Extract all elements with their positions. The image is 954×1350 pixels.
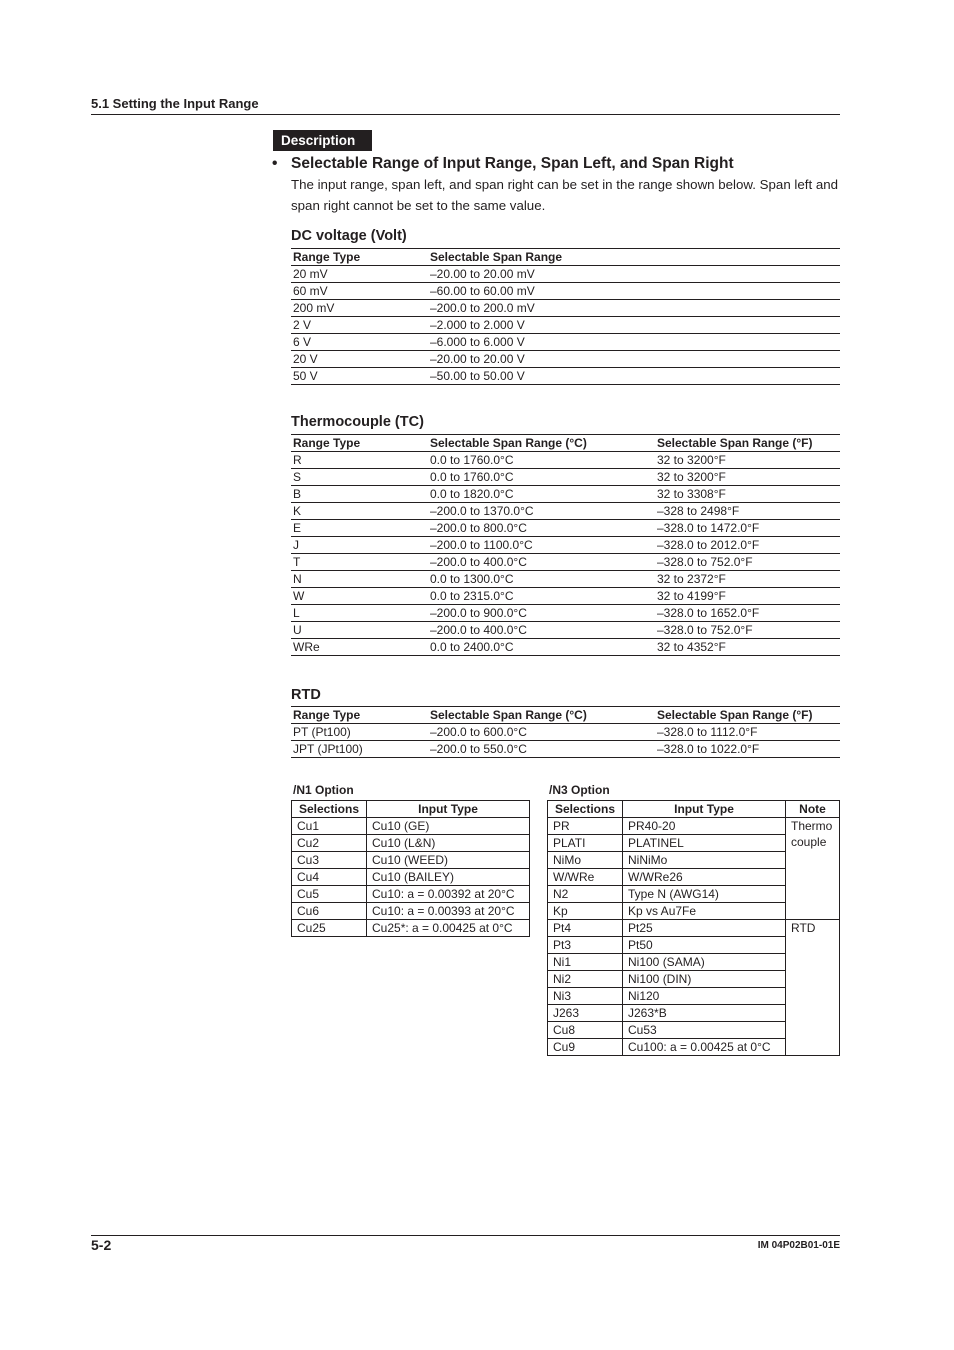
table-cell: –200.0 to 800.0°C [428,520,655,537]
table-cell: Cu8 [548,1022,623,1039]
rtd-heading: RTD [291,687,321,703]
table-cell: J [291,537,428,554]
table-cell: 200 mV [291,300,428,317]
column-header: Selectable Span Range (°C) [428,707,655,724]
table-row [291,741,840,758]
table-cell: Cu1 [292,818,367,835]
intro-paragraph: The input range, span left, and span right can be set in the range shown below. Span left and span right cannot be set to the same value. [291,177,839,213]
table-cell: T [291,554,428,571]
table-row [291,486,840,503]
table-cell: 6 V [291,334,428,351]
table-cell: Cu6 [292,903,367,920]
table-cell: Ni1 [548,954,623,971]
table-cell: –50.00 to 50.00 V [428,368,840,385]
table-cell: –200.0 to 400.0°C [428,622,655,639]
table-cell: Ni100 (DIN) [623,971,786,988]
table-row [292,818,530,835]
table-cell: R [291,452,428,469]
table-cell: Cu10 (WEED) [367,852,530,869]
table-cell: Type N (AWG14) [623,886,786,903]
section-heading: Selectable Range of Input Range, Span Left, and Span Right [291,155,734,172]
table-cell: PT (Pt100) [291,724,428,741]
table-cell: PLATINEL [623,835,786,852]
table-cell: Cu100: a = 0.00425 at 0°C [623,1039,786,1056]
table-cell: 0.0 to 2315.0°C [428,588,655,605]
n1-option-label: /N1 Option [293,783,354,797]
table-row [291,317,840,334]
table-cell: W/WRe [548,869,623,886]
table-cell: –20.00 to 20.00 mV [428,266,840,283]
table-cell: 0.0 to 1760.0°C [428,469,655,486]
table-row [291,334,840,351]
table-cell: Cu10 (GE) [367,818,530,835]
table-cell: J263 [548,1005,623,1022]
table-row [291,571,840,588]
table-cell: W [291,588,428,605]
table-cell: Ni100 (SAMA) [623,954,786,971]
table-cell: Cu25*: a = 0.00425 at 0°C [367,920,530,937]
table-row [292,886,530,903]
table-cell: Cu53 [623,1022,786,1039]
table-row [292,835,530,852]
table-cell: NiMo [548,852,623,869]
table-row [292,903,530,920]
column-header: Selectable Span Range (°F) [655,707,840,724]
running-header: 5.1 Setting the Input Range [91,96,259,111]
table-row [291,283,840,300]
table-cell: –200.0 to 1100.0°C [428,537,655,554]
table-cell: JPT (JPt100) [291,741,428,758]
table-cell: PLATI [548,835,623,852]
table-row [292,852,530,869]
thermocouple-heading: Thermocouple (TC) [291,414,424,430]
table-cell: –200.0 to 1370.0°C [428,503,655,520]
bullet-mark: • [272,155,278,172]
column-header: Input Type [623,801,786,818]
column-header: Range Type [291,249,428,266]
table-cell: –60.00 to 60.00 mV [428,283,840,300]
table-cell: –328.0 to 1652.0°F [655,605,840,622]
table-cell: Ni2 [548,971,623,988]
table-cell: Cu2 [292,835,367,852]
table-cell: E [291,520,428,537]
table-row [291,351,840,368]
table-row [291,503,840,520]
table-cell: 32 to 4352°F [655,639,840,656]
table-row [291,554,840,571]
table-row [291,469,840,486]
table-row [548,818,840,835]
table-row [291,724,840,741]
rtd-table [291,706,840,758]
table-cell: Pt25 [623,920,786,937]
table-cell: 60 mV [291,283,428,300]
dc-voltage-heading: DC voltage (Volt) [291,228,407,244]
table-cell: 50 V [291,368,428,385]
table-cell: 20 V [291,351,428,368]
table-cell: Ni120 [623,988,786,1005]
table-cell: 32 to 2372°F [655,571,840,588]
note-cell: RTD [786,920,840,1056]
table-cell: –20.00 to 20.00 V [428,351,840,368]
table-row [291,452,840,469]
table-cell: S [291,469,428,486]
table-row [291,537,840,554]
table-cell: –328 to 2498°F [655,503,840,520]
column-header: Range Type [291,707,428,724]
table-cell: K [291,503,428,520]
table-cell: Cu3 [292,852,367,869]
table-cell: Cu10 (BAILEY) [367,869,530,886]
table-cell: Cu10: a = 0.00392 at 20°C [367,886,530,903]
n3-option-label: /N3 Option [549,783,610,797]
table-cell: –328.0 to 752.0°F [655,622,840,639]
table-cell: –2.000 to 2.000 V [428,317,840,334]
note-cell: Thermo couple [786,818,840,920]
table-cell: 32 to 3200°F [655,452,840,469]
table-cell: N2 [548,886,623,903]
header-divider [91,114,840,115]
column-header: Range Type [291,435,428,452]
table-cell: PR40-20 [623,818,786,835]
table-cell: Pt4 [548,920,623,937]
table-cell: Pt50 [623,937,786,954]
table-row [291,300,840,317]
table-row [291,588,840,605]
table-cell: –200.0 to 400.0°C [428,554,655,571]
dc-voltage-table [291,248,840,385]
table-cell: 32 to 4199°F [655,588,840,605]
table-cell: –6.000 to 6.000 V [428,334,840,351]
table-cell: 0.0 to 2400.0°C [428,639,655,656]
table-cell: –200.0 to 600.0°C [428,724,655,741]
table-cell: L [291,605,428,622]
table-cell: 32 to 3308°F [655,486,840,503]
table-cell: 0.0 to 1820.0°C [428,486,655,503]
table-cell: –200.0 to 900.0°C [428,605,655,622]
table-cell: 0.0 to 1760.0°C [428,452,655,469]
table-cell: PR [548,818,623,835]
table-cell: B [291,486,428,503]
table-cell: U [291,622,428,639]
column-header: Selections [292,801,367,818]
table-row [291,639,840,656]
table-cell: Cu25 [292,920,367,937]
table-cell: –328.0 to 1112.0°F [655,724,840,741]
table-cell: 20 mV [291,266,428,283]
page-number: 5-2 [91,1237,112,1253]
table-cell: –328.0 to 1022.0°F [655,741,840,758]
table-cell: Cu10 (L&N) [367,835,530,852]
table-row [291,520,840,537]
table-cell: Cu9 [548,1039,623,1056]
table-cell: Pt3 [548,937,623,954]
table-row [292,869,530,886]
table-cell: Cu10: a = 0.00393 at 20°C [367,903,530,920]
table-cell: 32 to 3200°F [655,469,840,486]
column-header: Selectable Span Range (°F) [655,435,840,452]
table-row [291,605,840,622]
column-header: Input Type [367,801,530,818]
table-cell: 0.0 to 1300.0°C [428,571,655,588]
column-header: Selectable Span Range (°C) [428,435,655,452]
table-cell: NiNiMo [623,852,786,869]
table-row [291,622,840,639]
table-row [292,920,530,937]
table-cell: 2 V [291,317,428,334]
table-row [548,920,840,937]
table-cell: Ni3 [548,988,623,1005]
table-cell: –328.0 to 752.0°F [655,554,840,571]
n3-option-table [547,800,840,1056]
footer-divider [91,1235,840,1236]
n1-option-table [291,800,530,937]
description-badge: Description [273,130,372,151]
document-id: IM 04P02B01-01E [757,1240,840,1251]
column-header: Selectable Span Range [428,249,840,266]
table-cell: Cu5 [292,886,367,903]
table-cell: Kp vs Au7Fe [623,903,786,920]
table-cell: Cu4 [292,869,367,886]
table-cell: WRe [291,639,428,656]
table-cell: W/WRe26 [623,869,786,886]
table-cell: N [291,571,428,588]
table-row [291,368,840,385]
column-header: Note [786,801,840,818]
thermocouple-table [291,434,840,656]
table-cell: –328.0 to 1472.0°F [655,520,840,537]
table-cell: –200.0 to 550.0°C [428,741,655,758]
table-cell: –200.0 to 200.0 mV [428,300,840,317]
table-cell: Kp [548,903,623,920]
table-cell: J263*B [623,1005,786,1022]
table-row [291,266,840,283]
table-cell: –328.0 to 2012.0°F [655,537,840,554]
column-header: Selections [548,801,623,818]
